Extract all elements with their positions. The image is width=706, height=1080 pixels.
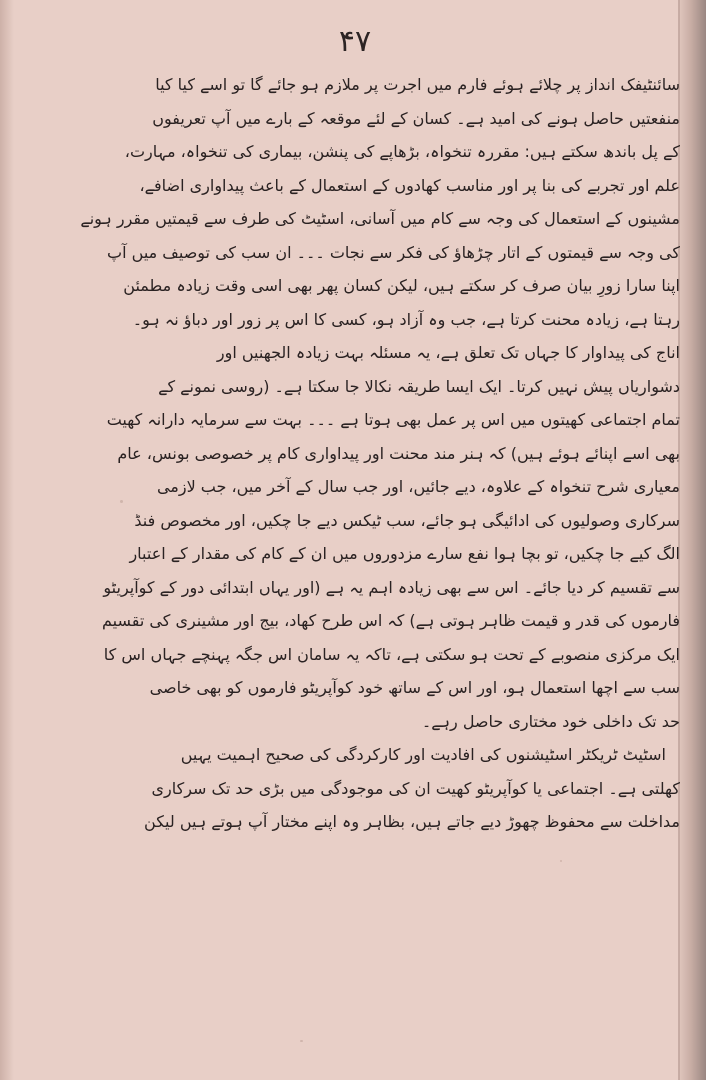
text-line: معیاری شرح تنخواہ کے علاوہ، دیے جائیں، اور جب سال کے آخر میں، جب لازمی <box>156 477 680 496</box>
text-line: مشینوں کے استعمال کی وجہ سے کام میں آسانی، اسٹیٹ کی طرف سے قیمتیں مقرر ہونے <box>80 209 680 228</box>
text-line: دشواریاں پیش نہیں کرتا۔ ایک ایسا طریقہ نکالا جا سکتا ہے۔ (روسی نمونے کے <box>158 376 680 396</box>
page-number: ۴۷ <box>338 24 372 59</box>
text-line: ایک مرکزی منصوبے کے تحت ہو سکتی ہے، تاکہ یہ سامان اس جگہ پہنچے جہاں اس کا <box>103 644 680 664</box>
paper-speck <box>560 860 562 862</box>
text-line: کے پل باندھ سکتے ہیں: مقررہ تنخواہ، بڑھاپے کی پنشن، بیماری کی تنخواہ، مہارت، <box>124 142 680 161</box>
text-line: تمام اجتماعی کھیتوں میں اس پر عمل بھی ہوتا ہے ۔۔۔ بہت سے سرمایہ دارانہ کھیت <box>106 410 680 429</box>
text-line: الگ کیے جا چکیں، تو بچا ہوا نفع سارے مزدوروں میں ان کے کام کی مقدار کے اعتبار <box>129 544 680 563</box>
text-line: منفعتیں حاصل ہونے کی امید ہے۔ کسان کے لئے موقعہ کے بارے میں آپ تعریفوں <box>152 108 680 128</box>
text-line: اناج کی پیداوار کا جہاں تک تعلق ہے، یہ مسئلہ بہت زیادہ الجھنیں اور <box>216 343 680 362</box>
book-binding-gutter <box>678 0 706 1080</box>
body-text <box>30 68 680 839</box>
text-line: حد تک داخلی خود مختاری حاصل رہے۔ <box>421 711 680 731</box>
text-line: سے تقسیم کر دیا جائے۔ اس سے بھی زیادہ اہم یہ ہے (اور یہاں ابتدائی دور کے کوآپریٹو <box>103 577 680 597</box>
paper-speck <box>300 1040 303 1042</box>
text-line: کی وجہ سے قیمتوں کے اتار چڑھاؤ کی فکر سے نجات ۔۔۔ ان سب کی توصیف میں آپ <box>107 242 680 262</box>
text-line: علم اور تجربے کی بنا پر اور مناسب کھادوں کے استعمال کے باعث پیداواری اضافے، <box>139 175 680 195</box>
text-line: کھلتی ہے۔ اجتماعی یا کوآپریٹو کھیت ان کی موجودگی میں بڑی حد تک سرکاری <box>151 778 680 798</box>
text-line: رہتا ہے، زیادہ محنت کرتا ہے، جب وہ آزاد ہو، کسی کا اس پر زور اور دباؤ نہ ہو۔ <box>132 309 680 329</box>
text-line: سرکاری وصولیوں کی ادائیگی ہو جائے، سب ٹیکس دیے جا چکیں، اور مخصوص فنڈ <box>134 510 680 530</box>
text-line: سب سے اچھا استعمال ہو، اور اس کے ساتھ خود کوآپریٹو فارموں کو بھی خاصی <box>149 678 680 697</box>
text-line: سائنٹیفک انداز پر چلائے ہوئے فارم میں اجرت پر ملازم ہو جائے گا تو اسے کیا کیا <box>155 75 680 94</box>
page-left-shadow <box>0 0 14 1080</box>
text-line: اپنا سارا زورِ بیان صرف کر سکتے ہیں، لیکن کسان پھر بھی اسی وقت زیادہ مطمئن <box>123 276 680 295</box>
text-line: فارموں کی قدر و قیمت ظاہر ہوتی ہے) کہ اس طرح کھاد، بیج اور مشینری کی تقسیم <box>102 611 680 630</box>
text-line: مداخلت سے محفوظ چھوڑ دیے جاتے ہیں، بظاہر وہ اپنے مختار آپ ہوتے ہیں لیکن <box>144 812 680 831</box>
text-line: بھی اسے اپنائے ہوئے ہیں) کہ ہنر مند محنت اور پیداواری کام پر خصوصی بونس، عام <box>117 443 680 463</box>
text-line-paragraph-start: اسٹیٹ ٹریکٹر اسٹیشنوں کی افادیت اور کارکردگی کی صحیح اہمیت یہیں <box>180 745 666 764</box>
